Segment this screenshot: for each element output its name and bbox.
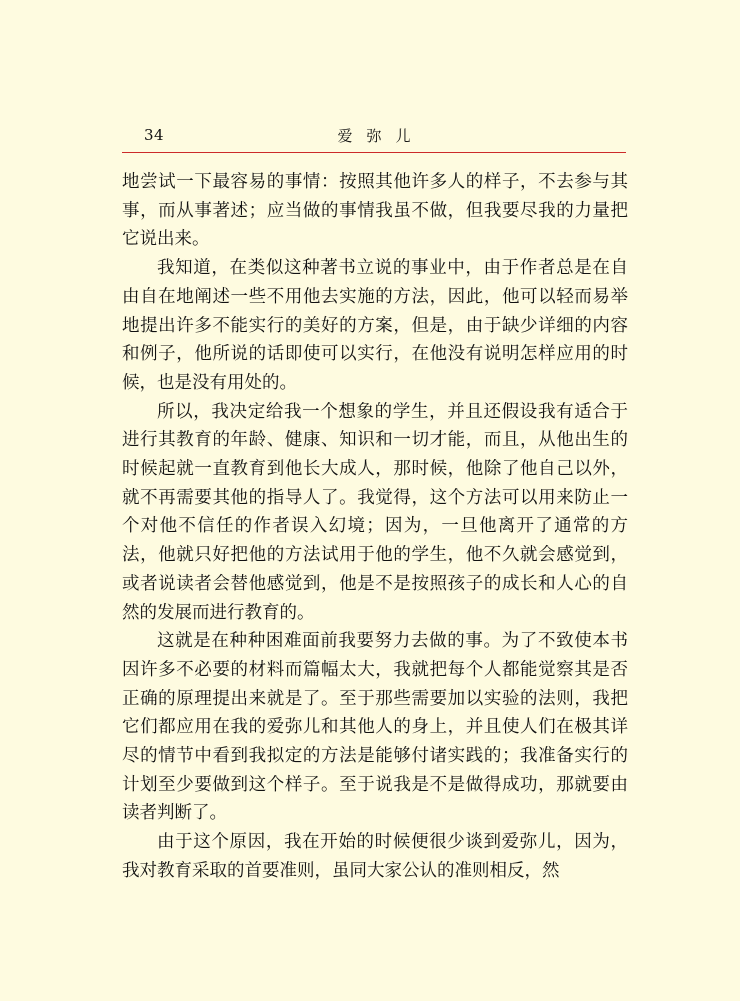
page-number: 34 [144,126,165,144]
running-title: 爱弥儿 [337,127,425,145]
paragraph: 这就是在种种困难面前我要努力去做的事。为了不致使本书因许多不必要的材料而篇幅太大，我就把每个人都能觉察其是否正确的原理提出来就是了。至于那些需要加以实验的法则，我把它们都应用在我的爱弥儿和其他人的身上，并且使人们在极其详尽的情节中看到我拟定的方法是能够付诸实践的；我准备实行的计划至少要做到这个样子。至于说我是不是做得成功，那就要由读者判断了。 [122,631,628,824]
paragraph: 由于这个原因，我在开始的时候便很少谈到爱弥儿，因为，我对教育采取的首要准则，虽同大家公认的准则相反，然 [122,832,628,881]
body-text [122,168,628,886]
header-rule [122,152,626,153]
paragraph: 我知道，在类似这种著书立说的事业中，由于作者总是在自由自在地阐述一些不用他去实施的方法，因此，他可以轻而易举地提出许多不能实行的美好的方案，但是，由于缺少详细的内容和例子，他所说的话即使可以实行，在他没有说明怎样应用的时候，也是没有用处的。 [122,258,628,393]
paragraph: 所以，我决定给我一个想象的学生，并且还假设我有适合于进行其教育的年龄、健康、知识和一切才能，而且，从他出生的时候起就一直教育到他长大成人，那时候，他除了他自己以外，就不再需要其他的指导人了。我觉得，这个方法可以用来防止一个对他不信任的作者误入幻境；因为，一旦他离开了通常的方法，他就只好把他的方法试用于他的学生，他不久就会感觉到，或者说读者会替他感觉到，他是不是按照孩子的成长和人心的自然的发展而进行教育的。 [122,401,628,623]
paragraph: 地尝试一下最容易的事情：按照其他许多人的样子，不去参与其事，而从事著述；应当做的事情我虽不做，但我要尽我的力量把它说出来。 [122,172,628,250]
page-header [122,122,626,152]
